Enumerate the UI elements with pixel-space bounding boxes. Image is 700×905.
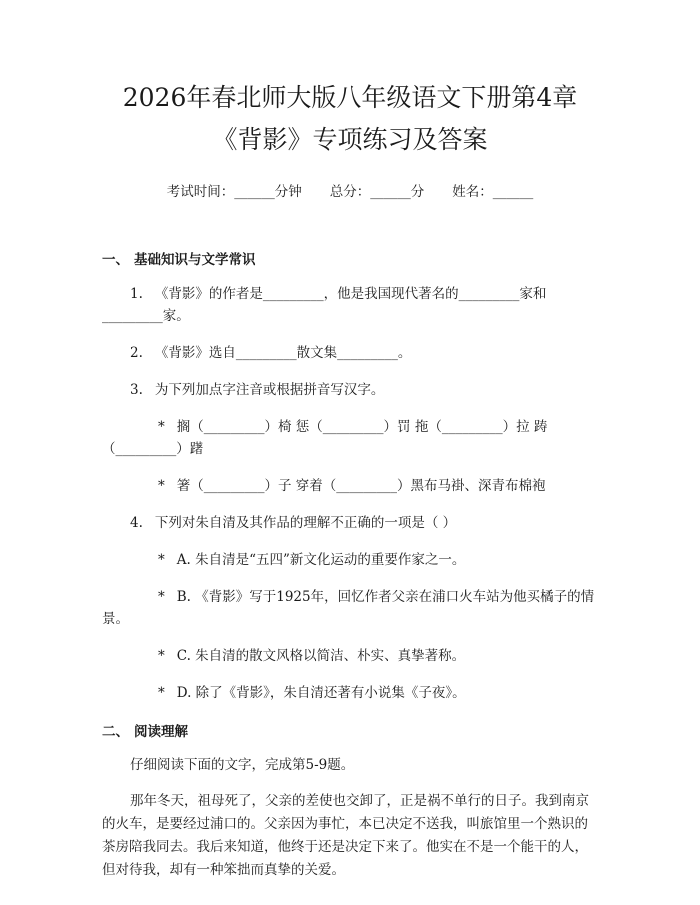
bullet-icon: * xyxy=(158,478,165,494)
question-4-number: 4. xyxy=(130,515,143,531)
option-c xyxy=(102,645,598,667)
section2-heading xyxy=(102,720,598,740)
exam-time: 考试时间：______分钟 xyxy=(166,184,302,200)
option-c-text: C. 朱自清的散文风格以简洁、朴实、真挚著称。 xyxy=(176,648,466,664)
question-3-sub-1-text: 搁（_________）椅 惩（_________）罚 拖（_________）拉 踌（_________）躇 xyxy=(102,419,548,457)
document-title-line2: 《背影》专项练习及答案 xyxy=(212,125,488,154)
question-2-number: 2. xyxy=(130,345,143,361)
option-d-text: D. 除了《背影》，朱自清还著有小说集《子夜》。 xyxy=(176,685,466,701)
option-a xyxy=(102,549,598,571)
question-3-sub-2 xyxy=(102,475,598,497)
bullet-icon: * xyxy=(158,685,165,701)
question-3-number: 3. xyxy=(130,382,143,398)
bullet-icon: * xyxy=(158,648,165,664)
exam-score: 总分：______分 xyxy=(329,184,425,200)
section1-number: 一、 xyxy=(102,252,129,268)
bullet-icon: * xyxy=(158,552,165,568)
option-b xyxy=(102,586,598,630)
question-3 xyxy=(102,379,598,401)
question-4 xyxy=(102,512,598,534)
question-1-number: 1. xyxy=(130,286,143,302)
option-b-text: B. 《背影》写于1925年，回忆作者父亲在浦口火车站为他买橘子的情景。 xyxy=(102,589,595,627)
question-4-text: 下列对朱自清及其作品的理解不正确的一项是（ ） xyxy=(154,515,457,531)
option-a-text: A. 朱自清是“五四”新文化运动的重要作家之一。 xyxy=(176,552,466,568)
document-title-line1: 2026年春北师大版八年级语文下册第4章 xyxy=(122,83,578,112)
section1-heading xyxy=(102,248,598,268)
section2-number: 二、 xyxy=(102,724,129,740)
question-1-text: 《背影》的作者是_________，他是我国现代著名的_________家和_________家。 xyxy=(102,286,547,324)
exam-info xyxy=(102,180,598,200)
question-2 xyxy=(102,342,598,364)
question-3-sub-1 xyxy=(102,416,598,460)
question-2-text: 《背影》选自_________散文集_________。 xyxy=(154,345,412,361)
option-d xyxy=(102,682,598,704)
bullet-icon: * xyxy=(158,589,165,605)
reading-intro: 仔细阅读下面的文字，完成第5-9题。 xyxy=(130,757,355,773)
bullet-icon: * xyxy=(158,419,165,435)
reading-passage: 那年冬天，祖母死了，父亲的差使也交卸了，正是祸不单行的日子。我到南京的火车，是要经过浦口的。父亲因为事忙，本已决定不送我，叫旅馆里一个熟识的茶房陪我同去。我后来知道，他终于还是决定下来了。他实在不是一个能干的人，但对待我，却有一种笨拙而真挚的关爱。 xyxy=(102,793,589,878)
section2-title: 阅读理解 xyxy=(134,724,188,740)
question-3-sub-2-text: 箸（_________）子 穿着（_________）黑布马褂、深青布棉袍 xyxy=(176,478,546,494)
question-3-text: 为下列加点字注音或根据拼音写汉字。 xyxy=(154,382,385,398)
exam-name: 姓名：______ xyxy=(452,184,534,200)
question-1 xyxy=(102,283,598,327)
section1-title: 基础知识与文学常识 xyxy=(134,252,256,268)
